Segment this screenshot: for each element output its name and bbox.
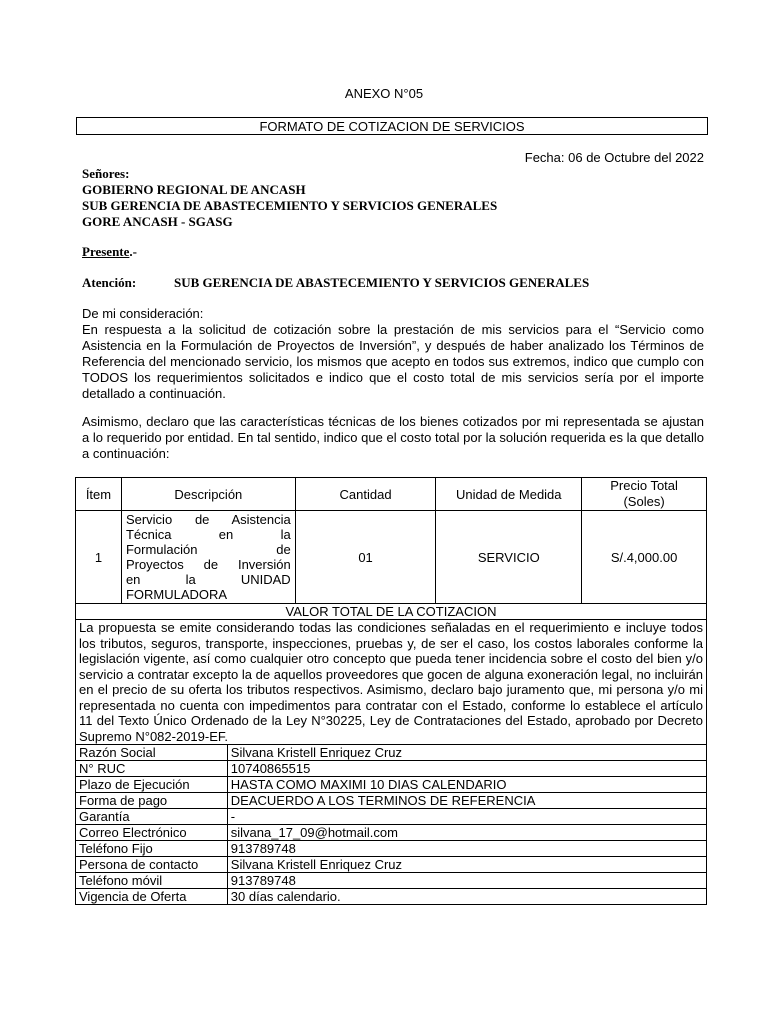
info-value: 10740865515	[227, 761, 706, 777]
row-quantity: 01	[295, 511, 436, 604]
info-row	[76, 873, 707, 889]
info-value: 913789748	[227, 841, 706, 857]
declaration-text: La propuesta se emite considerando todas las condiciones señaladas en el requerimiento e incluye todos los tributos, seguros, transporte, inspecciones, pruebas y, de ser el caso, los costos laborales conforme la legislación vigente, así como cualquier otro concepto que pueda tener incidencia sobre el costo del bien y/o servicio a contratar excepto la de aquellos proveedores que gocen de alguna exoneración legal, no incluirán en el precio de su oferta los tributos respectivos. Asimismo, declaro bajo juramento que, mi persona y/o mi representada no cuenta con impedimentos para contratar con el Estado, conforme lo establece el artículo 11 del Texto Único Ordenado de la Ley N°30225, Ley de Contrataciones del Estado, aprobado por Decreto Supremo N°082-2019-EF.	[76, 620, 707, 745]
info-label: Garantía	[76, 809, 228, 825]
description-line: Técnica en la	[125, 527, 291, 542]
info-label: Forma de pago	[76, 793, 228, 809]
info-row	[76, 745, 707, 761]
table-row	[76, 511, 707, 604]
row-item: 1	[76, 511, 122, 604]
info-row	[76, 841, 707, 857]
info-label: Persona de contacto	[76, 857, 228, 873]
header-price-line-1: Precio Total	[610, 478, 678, 493]
info-row	[76, 809, 707, 825]
info-label: Teléfono móvil	[76, 873, 228, 889]
description-line: Servicio de Asistencia	[125, 512, 291, 527]
description-line: en la UNIDAD	[125, 572, 291, 587]
attention-line	[82, 275, 589, 291]
table-header-row	[76, 478, 707, 511]
info-row	[76, 793, 707, 809]
recipient-line-1: GOBIERNO REGIONAL DE ANCASH	[82, 182, 306, 197]
date-line: Fecha: 06 de Octubre del 2022	[524, 150, 704, 165]
info-label: N° RUC	[76, 761, 228, 777]
annex-title: ANEXO N°05	[344, 86, 424, 101]
paragraph-1-text: En respuesta a la solicitud de cotización sobre la prestación de mis servicios para el “Servicio como Asistencia en la Formulación de Proyectos de Inversión”, y después de haber analizado los Términos de Referencia del mencionado servicio, los mismos que acepto en todos sus extremos, indico que cumplo con TODOS los requerimientos solicitados e indico que el costo total de mis servicios sería por el importe detallado a continuación.	[82, 322, 704, 401]
info-row	[76, 857, 707, 873]
description-line: Proyectos de Inversión	[125, 557, 291, 572]
attention-value: SUB GERENCIA DE ABASTECEMIENTO Y SERVICIOS GENERALES	[174, 275, 590, 290]
info-value: HASTA COMO MAXIMI 10 DIAS CALENDARIO	[227, 777, 706, 793]
description-line: FORMULADORA	[125, 587, 228, 602]
header-description: Descripción	[121, 478, 295, 511]
info-label: Razón Social	[76, 745, 228, 761]
info-value: Silvana Kristell Enriquez Cruz	[227, 857, 706, 873]
header-unit: Unidad de Medida	[436, 478, 582, 511]
header-price-line-2: (Soles)	[623, 494, 665, 509]
recipient-line-3: GORE ANCASH - SGASG	[82, 214, 233, 229]
info-value: -	[227, 809, 706, 825]
salute: Señores:	[82, 166, 130, 181]
declaration-row	[76, 620, 707, 745]
info-row	[76, 889, 707, 905]
info-row	[76, 761, 707, 777]
greeting: De mi consideración:	[82, 306, 204, 321]
info-label: Vigencia de Oferta	[76, 889, 228, 905]
attention-label: Atención:	[82, 275, 137, 290]
info-row	[76, 825, 707, 841]
info-value: DEACUERDO A LOS TERMINOS DE REFERENCIA	[227, 793, 706, 809]
row-description	[121, 511, 295, 604]
paragraph-2-text: Asimismo, declaro que las características técnicas de los bienes cotizados por mi representada se ajustan a lo requerido por entidad. En tal sentido, indico que el costo total por la solución requerida es la que detallo a continuación:	[82, 414, 704, 461]
body-paragraph-2	[82, 414, 704, 462]
total-row	[76, 604, 707, 620]
info-label: Teléfono Fijo	[76, 841, 228, 857]
info-label: Correo Electrónico	[76, 825, 228, 841]
quote-table	[75, 477, 707, 745]
presente-suffix: .-	[129, 244, 137, 259]
presente-word: Presente	[82, 244, 130, 259]
info-label: Plazo de Ejecución	[76, 777, 228, 793]
row-unit: SERVICIO	[436, 511, 582, 604]
header-item: Ítem	[76, 478, 122, 511]
presente-line	[82, 244, 137, 260]
supplier-info-table	[75, 744, 707, 905]
header-price	[582, 478, 707, 511]
total-label: VALOR TOTAL DE LA COTIZACION	[76, 604, 707, 620]
format-title-box: FORMATO DE COTIZACION DE SERVICIOS	[76, 117, 708, 135]
body-paragraph-1	[82, 306, 704, 402]
info-value: Silvana Kristell Enriquez Cruz	[227, 745, 706, 761]
info-row	[76, 777, 707, 793]
info-value: 30 días calendario.	[227, 889, 706, 905]
description-line: Formulación de	[125, 542, 291, 557]
info-value: 913789748	[227, 873, 706, 889]
recipient-line-2: SUB GERENCIA DE ABASTECEMIENTO Y SERVICIOS GENERALES	[82, 198, 498, 213]
info-value: silvana_17_09@hotmail.com	[227, 825, 706, 841]
row-price: S/.4,000.00	[582, 511, 707, 604]
header-quantity: Cantidad	[295, 478, 436, 511]
